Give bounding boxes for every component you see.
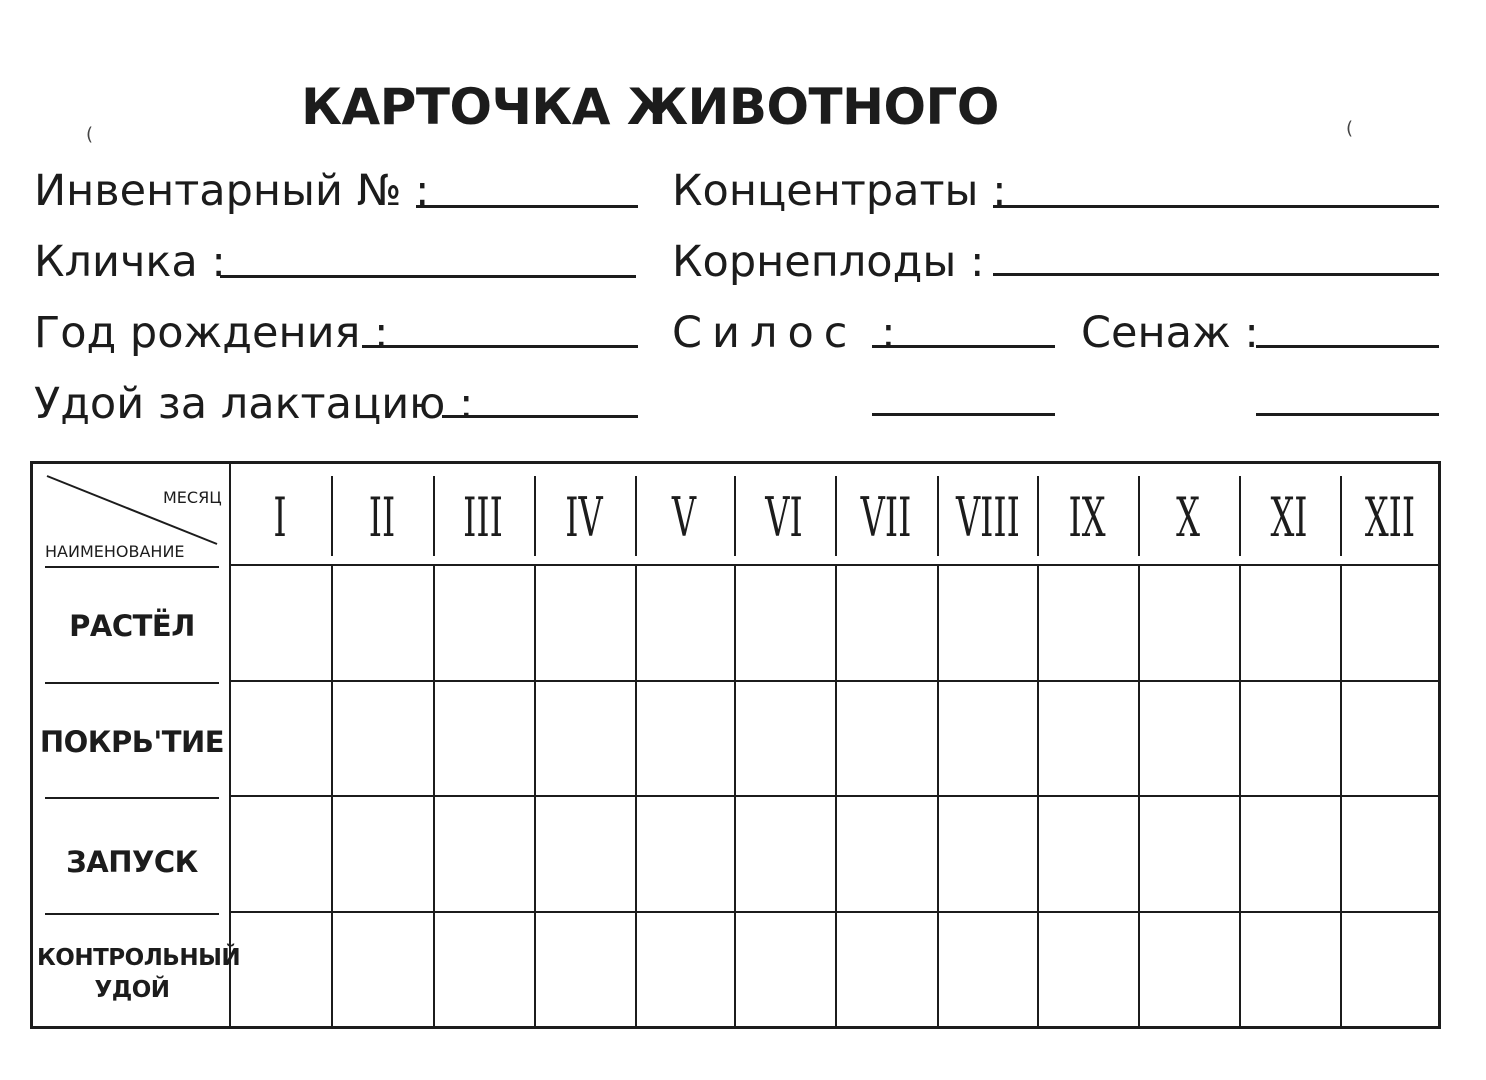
label-separator: [45, 797, 219, 799]
month-header-3: III: [463, 486, 503, 549]
header-month-label: МЕСЯЦ: [163, 488, 222, 507]
header-name-label: НАИМЕНОВАНИЕ: [45, 542, 185, 561]
row-label-control-line1: КОНТРОЛЬНЫЙ: [37, 945, 241, 971]
birth-year-input-line[interactable]: [362, 345, 638, 348]
name-label: Кличка :: [34, 237, 226, 287]
grid-hline: [231, 911, 1438, 913]
row-label-control-line2: УДОЙ: [94, 977, 170, 1003]
month-separator: [433, 476, 435, 556]
monthly-table: [30, 461, 1441, 1029]
birth-year-label: Год рождения :: [34, 308, 389, 358]
month-separator: [734, 476, 736, 556]
concentrates-input-line[interactable]: [993, 205, 1439, 208]
inventory-label: Инвентарный № :: [34, 166, 430, 216]
month-header-6: VI: [765, 486, 803, 549]
month-header-12: XII: [1364, 486, 1416, 549]
punch-mark-left: (: [86, 124, 94, 145]
month-separator: [1037, 476, 1039, 556]
month-header-5: V: [671, 486, 697, 549]
grid-hline: [231, 564, 1438, 566]
root-crops-label: Корнеплоды :: [672, 237, 985, 287]
grid-hline: [231, 795, 1438, 797]
name-input-line[interactable]: [220, 275, 636, 278]
haylage-label: Сенаж :: [1081, 308, 1259, 358]
header-diagonal-line: [45, 474, 220, 548]
milk-yield-input-line[interactable]: [442, 415, 638, 418]
silage-input-line[interactable]: [872, 345, 1055, 348]
month-header-1: I: [273, 486, 287, 549]
haylage-input-line-2[interactable]: [1256, 413, 1439, 416]
row-label-dry-off: ЗАПУСК: [66, 845, 198, 879]
concentrates-label: Концентраты :: [672, 166, 1007, 216]
label-separator: [45, 682, 219, 684]
month-separator: [1239, 476, 1241, 556]
label-separator: [45, 913, 219, 915]
punch-mark-right: (: [1346, 118, 1354, 139]
grid-hline: [231, 680, 1438, 682]
month-separator: [1138, 476, 1140, 556]
month-separator: [835, 476, 837, 556]
month-header-10: X: [1176, 486, 1200, 549]
root-crops-input-line[interactable]: [993, 273, 1439, 276]
label-separator: [45, 566, 219, 568]
row-label-control-yield: [37, 942, 241, 1006]
silage-input-line-2[interactable]: [872, 413, 1055, 416]
grid-vline: [229, 464, 231, 1026]
card-title: КАРТОЧКА ЖИВОТНОГО: [301, 78, 999, 136]
month-separator: [331, 476, 333, 556]
inventory-input-line[interactable]: [416, 205, 638, 208]
row-label-calving: РАСТЁЛ: [69, 609, 195, 643]
row-label-mating: ПОКРЬ'ТИЕ: [39, 725, 225, 759]
month-header-7: VII: [860, 486, 912, 549]
month-header-8: VIII: [956, 486, 1020, 549]
month-header-9: IX: [1068, 486, 1106, 549]
month-separator: [937, 476, 939, 556]
silage-label: Силос :: [672, 308, 906, 358]
month-header-2: II: [368, 486, 396, 549]
milk-yield-label: Удой за лактацию :: [34, 379, 474, 429]
month-separator: [1340, 476, 1342, 556]
month-header-11: XI: [1270, 486, 1308, 549]
month-separator: [534, 476, 536, 556]
month-header-4: IV: [565, 486, 603, 549]
haylage-input-line[interactable]: [1256, 345, 1439, 348]
month-separator: [635, 476, 637, 556]
